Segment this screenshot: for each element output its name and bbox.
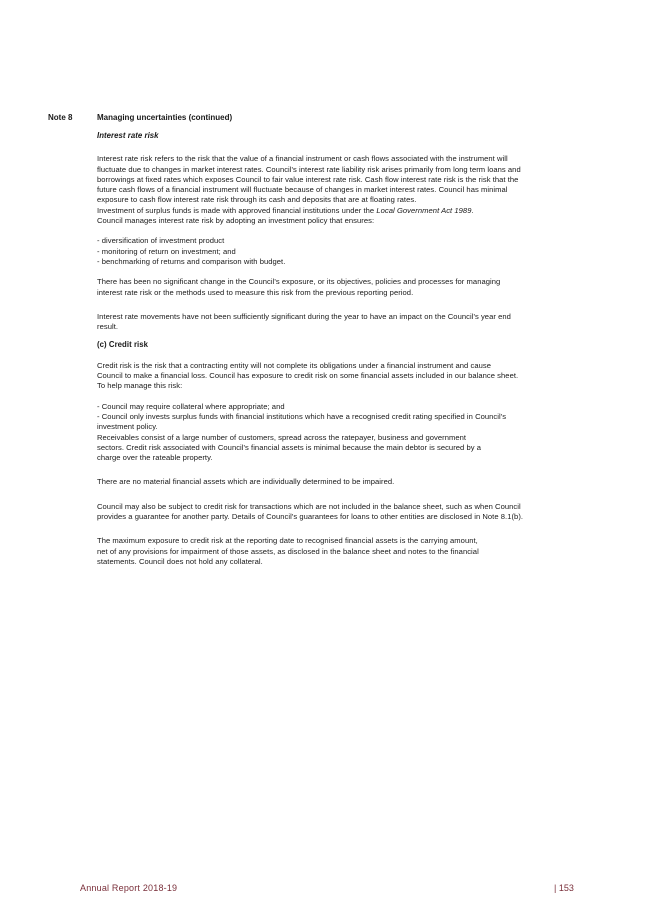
text-line: Interest rate risk refers to the risk that the value of a financial instrument or cash flows associated with the instrument will <box>97 154 508 164</box>
text-line: interest rate risk or the methods used to measure this risk from the previous reporting period. <box>97 287 414 297</box>
list-item: - Council may require collateral where appropriate; and <box>97 401 285 411</box>
credit-risk-para2 <box>97 477 592 487</box>
text-line: result. <box>97 322 119 332</box>
note-title: Managing uncertainties (continued) <box>97 113 233 122</box>
text-line: future cash flows of a financial instrument will fluctuate because of changes in market interest rates. Council has minimal <box>97 185 508 195</box>
footer-report-title: Annual Report 2018-19 <box>80 883 178 893</box>
credit-risk-bullets <box>97 402 592 464</box>
text-line: Interest rate movements have not been sufficiently significant during the year to have an impact on the Council's year end <box>97 311 511 321</box>
credit-risk-heading: (c) Credit risk <box>97 340 149 350</box>
text-line: fluctuate due to changes in market interest rates. Council's interest rate liability risk arises primarily from long term loans and <box>97 164 521 174</box>
list-item: investment policy. <box>97 422 158 432</box>
text-line: net of any provisions for impairment of those assets, as disclosed in the balance sheet and notes to the financial <box>97 546 479 556</box>
credit-risk-para3 <box>97 502 592 523</box>
text-line: Credit risk is the risk that a contracting entity will not complete its obligations under a financial instrument and cause <box>97 360 491 370</box>
text-line: Receivables consist of a large number of customers, spread across the ratepayer, business and government <box>97 432 467 442</box>
text-line: borrowings at fixed rates which exposes Council to fair value interest rate risk. Cash flow interest rate risk is the risk that the <box>97 174 519 184</box>
text-line: To help manage this risk: <box>97 381 183 391</box>
text-line: statements. Council does not hold any collateral. <box>97 556 263 566</box>
interest-rate-para2 <box>97 277 592 298</box>
text-line: provides a guarantee for another party. Details of Council's guarantees for loans to other entities are disclosed in Note 8.1(b). <box>97 512 524 522</box>
credit-risk-para4 <box>97 536 592 567</box>
act-line <box>97 206 592 216</box>
text-line: charge over the rateable property. <box>97 453 213 463</box>
list-item: - benchmarking of returns and comparison with budget. <box>97 256 286 266</box>
text-line: sectors. Credit risk associated with Council's financial assets is minimal because the main debtor is secured by a <box>97 442 482 452</box>
act-name: Local Government Act 1989 <box>376 205 472 215</box>
footer-page-number: | 153 <box>554 883 574 893</box>
policy-intro: Council manages interest rate risk by adopting an investment policy that ensures: <box>97 216 375 226</box>
credit-risk-para1 <box>97 361 592 392</box>
interest-rate-para3 <box>97 312 592 333</box>
list-item: - monitoring of return on investment; and <box>97 246 236 256</box>
text-line: exposure to cash flow interest rate risk through its cash and deposits that are at floating rates. <box>97 195 417 205</box>
act-prefix: Investment of surplus funds is made with approved financial institutions under the <box>97 205 377 215</box>
list-item: - Council only invests surplus funds with financial institutions which have a recognised credit rating specified in Council's <box>97 411 507 421</box>
list-item: - diversification of investment product <box>97 236 225 246</box>
text-line: The maximum exposure to credit risk at the reporting date to recognised financial assets is the carrying amount, <box>97 536 478 546</box>
note-number: Note 8 <box>48 113 73 122</box>
interest-rate-para1 <box>97 154 592 226</box>
text-line: There are no material financial assets which are individually determined to be impaired. <box>97 477 395 487</box>
text-line: There has been no significant change in the Council's exposure, or its objectives, policies and processes for managing <box>97 277 501 287</box>
text-line: Council may also be subject to credit risk for transactions which are not included in the balance sheet, such as when Council <box>97 501 521 511</box>
interest-rate-bullets <box>97 236 592 267</box>
text-line: Council to make a financial loss. Council has exposure to credit risk on some financial assets included in our balance sheet. <box>97 371 519 381</box>
note-content <box>97 131 592 567</box>
act-suffix: . <box>471 205 474 215</box>
interest-rate-heading: Interest rate risk <box>97 131 159 140</box>
